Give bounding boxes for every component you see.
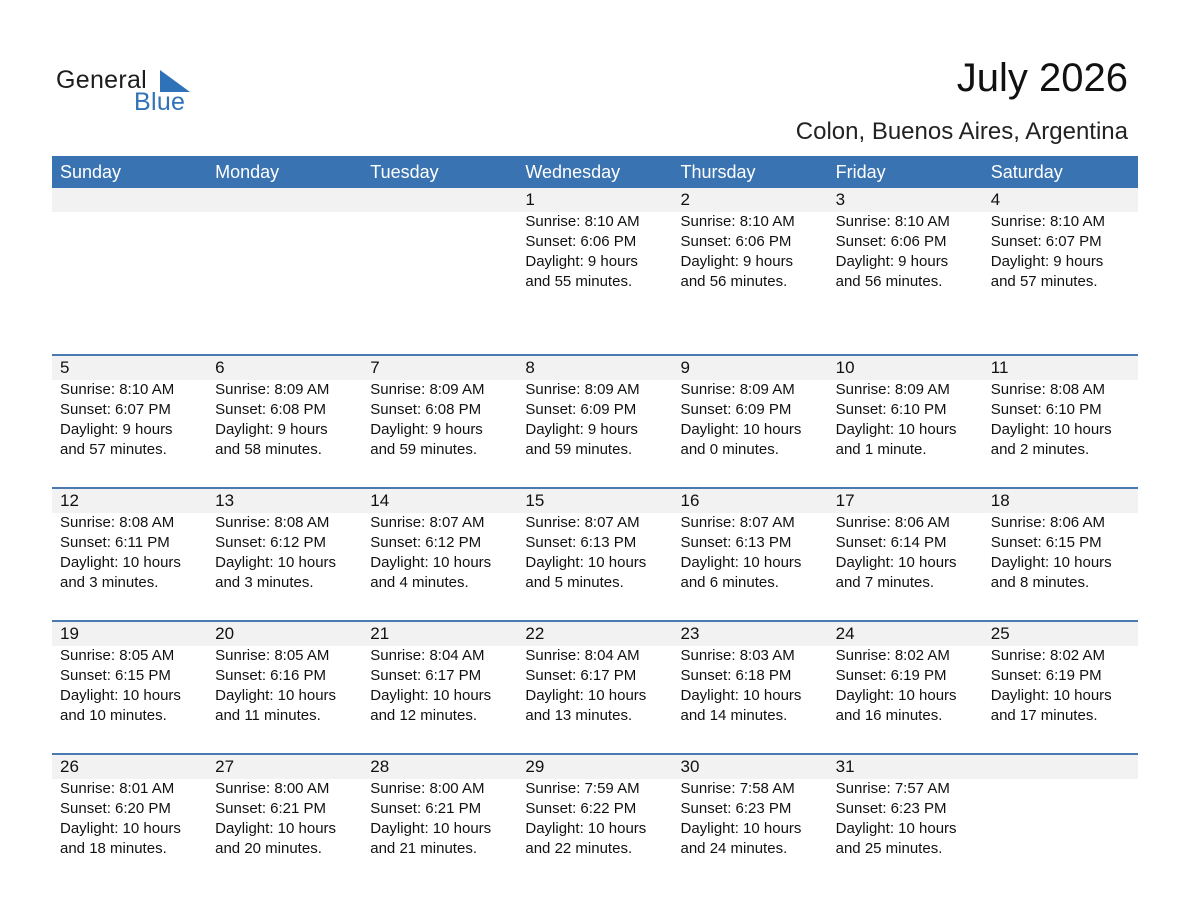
weekday-saturday: Saturday — [990, 162, 1063, 182]
daylight-text: Daylight: 10 hours — [835, 687, 957, 704]
daylight-text: Daylight: 9 hours — [60, 421, 173, 438]
day-number: 10 — [835, 358, 855, 377]
day-number: 21 — [370, 624, 390, 643]
day-number: 18 — [990, 491, 1010, 510]
sunset-text: Sunset: 6:13 PM — [680, 534, 792, 551]
sunrise-text: Sunrise: 8:08 AM — [60, 514, 175, 531]
day-number: 6 — [215, 358, 225, 377]
sunset-text: Sunset: 6:08 PM — [370, 401, 482, 418]
logo-blue-text: Blue — [134, 88, 186, 116]
sunset-text: Sunset: 6:09 PM — [680, 401, 792, 418]
sunrise-text: Sunrise: 8:01 AM — [60, 780, 175, 797]
week-days — [52, 489, 1138, 593]
daylight-text: Daylight: 10 hours — [215, 820, 337, 837]
page-title: July 2026 — [956, 56, 1128, 100]
sunrise-text: Sunrise: 8:04 AM — [525, 647, 640, 664]
sunrise-text: Sunrise: 8:07 AM — [525, 514, 640, 531]
daylight-minutes-text: and 11 minutes. — [215, 707, 321, 724]
daylight-minutes-text: and 2 minutes. — [990, 441, 1090, 458]
daylight-text: Daylight: 10 hours — [215, 554, 337, 571]
day-cell — [362, 622, 517, 726]
weekday-tuesday: Tuesday — [370, 162, 439, 182]
day-number: 26 — [60, 757, 79, 776]
day-number: 2 — [680, 190, 690, 209]
sunrise-text: Sunrise: 8:07 AM — [370, 514, 485, 531]
day-number: 19 — [60, 624, 79, 643]
sunrise-text: Sunrise: 8:02 AM — [990, 647, 1105, 664]
daylight-minutes-text: and 56 minutes. — [835, 273, 943, 290]
day-cell — [673, 188, 828, 292]
sunrise-text: Sunrise: 8:09 AM — [370, 381, 485, 398]
daylight-text: Daylight: 10 hours — [525, 554, 647, 571]
sunrise-text: Sunrise: 8:06 AM — [990, 514, 1105, 531]
empty-day-cell — [983, 755, 1138, 859]
daylight-text: Daylight: 10 hours — [680, 554, 802, 571]
sunrise-text: Sunrise: 8:07 AM — [680, 514, 795, 531]
sunset-text: Sunset: 6:21 PM — [215, 800, 327, 817]
sunset-text: Sunset: 6:15 PM — [60, 667, 171, 684]
sunrise-text: Sunrise: 8:03 AM — [680, 647, 795, 664]
day-cell — [673, 356, 828, 460]
sunset-text: Sunset: 6:06 PM — [525, 233, 637, 250]
sunset-text: Sunset: 6:23 PM — [680, 800, 792, 817]
day-cell — [52, 489, 207, 593]
sunrise-text: Sunrise: 8:04 AM — [370, 647, 485, 664]
sunset-text: Sunset: 6:20 PM — [60, 800, 171, 817]
daylight-text: Daylight: 10 hours — [215, 687, 337, 704]
weekday-header-row — [52, 156, 1138, 188]
day-number: 27 — [215, 757, 235, 776]
daylight-text: Daylight: 10 hours — [60, 687, 181, 704]
sunrise-text: Sunrise: 8:05 AM — [215, 647, 330, 664]
day-number: 29 — [525, 757, 545, 776]
day-cell — [828, 188, 983, 292]
daylight-minutes-text: and 4 minutes. — [370, 574, 469, 591]
daylight-minutes-text: and 25 minutes. — [835, 840, 943, 857]
empty-day-cell — [362, 188, 517, 292]
daylight-minutes-text: and 55 minutes. — [525, 273, 633, 290]
daylight-minutes-text: and 58 minutes. — [215, 441, 322, 458]
day-number: 9 — [680, 358, 690, 377]
daylight-minutes-text: and 24 minutes. — [680, 840, 788, 857]
sunset-text: Sunset: 6:19 PM — [835, 667, 947, 684]
day-number: 12 — [60, 491, 79, 510]
day-cell — [207, 489, 362, 593]
daylight-text: Daylight: 10 hours — [990, 687, 1112, 704]
location-subtitle: Colon, Buenos Aires, Argentina — [795, 118, 1128, 145]
sunset-text: Sunset: 6:13 PM — [525, 534, 637, 551]
day-number: 14 — [370, 491, 390, 510]
daylight-text: Daylight: 10 hours — [525, 687, 647, 704]
daylight-minutes-text: and 59 minutes. — [370, 441, 477, 458]
sunset-text: Sunset: 6:22 PM — [525, 800, 637, 817]
daylight-minutes-text: and 57 minutes. — [60, 441, 167, 458]
daylight-minutes-text: and 59 minutes. — [525, 441, 633, 458]
day-cell — [517, 489, 672, 593]
daylight-minutes-text: and 5 minutes. — [525, 574, 624, 591]
week-row — [52, 188, 1138, 354]
daylight-minutes-text: and 56 minutes. — [680, 273, 788, 290]
sunset-text: Sunset: 6:07 PM — [990, 233, 1102, 250]
day-number: 11 — [990, 358, 1009, 377]
sunrise-text: Sunrise: 8:10 AM — [60, 381, 175, 398]
daylight-minutes-text: and 12 minutes. — [370, 707, 477, 724]
sunset-text: Sunset: 6:14 PM — [835, 534, 947, 551]
day-number: 4 — [990, 190, 1001, 209]
daylight-text: Daylight: 10 hours — [680, 687, 802, 704]
daylight-text: Daylight: 9 hours — [680, 253, 794, 270]
daylight-minutes-text: and 3 minutes. — [215, 574, 314, 591]
sunset-text: Sunset: 6:07 PM — [60, 401, 171, 418]
logo-general-text: General — [56, 66, 148, 94]
sunset-text: Sunset: 6:23 PM — [835, 800, 947, 817]
sunrise-text: Sunrise: 8:09 AM — [680, 381, 795, 398]
daylight-minutes-text: and 10 minutes. — [60, 707, 167, 724]
daylight-text: Daylight: 10 hours — [370, 554, 492, 571]
day-cell — [52, 755, 207, 859]
sunset-text: Sunset: 6:19 PM — [990, 667, 1102, 684]
sunrise-text: Sunrise: 8:10 AM — [525, 213, 640, 230]
day-cell — [362, 489, 517, 593]
day-cell — [673, 755, 828, 859]
daylight-minutes-text: and 17 minutes. — [990, 707, 1098, 724]
day-cell — [207, 356, 362, 460]
empty-day-cell — [207, 188, 362, 292]
day-cell — [362, 755, 517, 859]
day-cell — [828, 489, 983, 593]
sunrise-text: Sunrise: 8:09 AM — [215, 381, 330, 398]
sunrise-text: Sunrise: 7:59 AM — [525, 780, 640, 797]
week-row — [52, 753, 1138, 886]
day-number: 15 — [525, 491, 545, 510]
week-row — [52, 487, 1138, 620]
day-number: 7 — [370, 358, 380, 377]
daylight-text: Daylight: 10 hours — [990, 421, 1112, 438]
daylight-minutes-text: and 21 minutes. — [370, 840, 477, 857]
day-number: 1 — [525, 190, 535, 209]
day-number: 17 — [835, 491, 855, 510]
week-row — [52, 354, 1138, 487]
week-days — [52, 188, 1138, 292]
weekday-sunday: Sunday — [60, 162, 122, 182]
week-days — [52, 622, 1138, 726]
sunrise-text: Sunrise: 7:57 AM — [835, 780, 950, 797]
weekday-friday: Friday — [835, 162, 886, 182]
sunrise-text: Sunrise: 8:09 AM — [835, 381, 950, 398]
day-cell — [828, 356, 983, 460]
day-number: 23 — [680, 624, 700, 643]
sunset-text: Sunset: 6:12 PM — [215, 534, 327, 551]
daylight-minutes-text: and 6 minutes. — [680, 574, 779, 591]
sunrise-text: Sunrise: 8:00 AM — [215, 780, 330, 797]
calendar-grid — [52, 156, 1138, 886]
sunset-text: Sunset: 6:17 PM — [525, 667, 637, 684]
sunset-text: Sunset: 6:10 PM — [990, 401, 1102, 418]
day-number: 20 — [215, 624, 235, 643]
sunrise-text: Sunrise: 8:02 AM — [835, 647, 950, 664]
daylight-minutes-text: and 57 minutes. — [990, 273, 1098, 290]
sunrise-text: Sunrise: 7:58 AM — [680, 780, 795, 797]
sunset-text: Sunset: 6:08 PM — [215, 401, 327, 418]
daylight-text: Daylight: 10 hours — [60, 554, 181, 571]
week-row — [52, 620, 1138, 753]
daylight-minutes-text: and 13 minutes. — [525, 707, 633, 724]
day-cell — [52, 356, 207, 460]
sunrise-text: Sunrise: 8:05 AM — [60, 647, 175, 664]
day-cell — [207, 622, 362, 726]
sunrise-text: Sunrise: 8:06 AM — [835, 514, 950, 531]
daylight-text: Daylight: 10 hours — [370, 820, 492, 837]
daylight-minutes-text: and 16 minutes. — [835, 707, 943, 724]
sunrise-text: Sunrise: 8:10 AM — [990, 213, 1105, 230]
daylight-text: Daylight: 10 hours — [370, 687, 492, 704]
daylight-minutes-text: and 8 minutes. — [990, 574, 1090, 591]
sunset-text: Sunset: 6:17 PM — [370, 667, 482, 684]
sunset-text: Sunset: 6:10 PM — [835, 401, 947, 418]
day-number: 30 — [680, 757, 700, 776]
day-number: 13 — [215, 491, 235, 510]
day-cell — [983, 188, 1138, 292]
sunset-text: Sunset: 6:18 PM — [680, 667, 792, 684]
daylight-minutes-text: and 22 minutes. — [525, 840, 633, 857]
sunrise-text: Sunrise: 8:08 AM — [990, 381, 1105, 398]
day-cell — [828, 755, 983, 859]
day-cell — [673, 489, 828, 593]
daylight-minutes-text: and 18 minutes. — [60, 840, 167, 857]
day-cell — [517, 356, 672, 460]
daylight-text: Daylight: 9 hours — [525, 421, 638, 438]
sunset-text: Sunset: 6:11 PM — [60, 534, 170, 551]
day-number: 25 — [990, 624, 1010, 643]
sunset-text: Sunset: 6:06 PM — [835, 233, 947, 250]
daylight-text: Daylight: 10 hours — [835, 820, 957, 837]
weeks-container — [52, 188, 1138, 886]
daylight-text: Daylight: 9 hours — [525, 253, 638, 270]
daylight-minutes-text: and 1 minute. — [835, 441, 927, 458]
daylight-text: Daylight: 9 hours — [370, 421, 483, 438]
weekday-thursday: Thursday — [680, 162, 756, 182]
sunset-text: Sunset: 6:15 PM — [990, 534, 1102, 551]
sunset-text: Sunset: 6:06 PM — [680, 233, 792, 250]
daylight-minutes-text: and 7 minutes. — [835, 574, 935, 591]
sunrise-text: Sunrise: 8:00 AM — [370, 780, 485, 797]
day-cell — [828, 622, 983, 726]
day-cell — [362, 356, 517, 460]
daylight-text: Daylight: 10 hours — [525, 820, 647, 837]
daylight-text: Daylight: 10 hours — [835, 554, 957, 571]
day-cell — [517, 755, 672, 859]
day-number: 22 — [525, 624, 545, 643]
daylight-text: Daylight: 9 hours — [990, 253, 1104, 270]
sunrise-text: Sunrise: 8:09 AM — [525, 381, 640, 398]
daylight-minutes-text: and 3 minutes. — [60, 574, 159, 591]
day-number: 8 — [525, 358, 535, 377]
day-cell — [207, 755, 362, 859]
empty-day-cell — [52, 188, 207, 292]
day-cell — [983, 489, 1138, 593]
day-number: 3 — [835, 190, 846, 209]
sunrise-text: Sunrise: 8:10 AM — [835, 213, 950, 230]
daylight-text: Daylight: 9 hours — [835, 253, 949, 270]
day-number: 24 — [835, 624, 855, 643]
day-cell — [983, 622, 1138, 726]
day-cell — [983, 356, 1138, 460]
day-cell — [52, 622, 207, 726]
sunset-text: Sunset: 6:16 PM — [215, 667, 327, 684]
daylight-text: Daylight: 10 hours — [990, 554, 1112, 571]
day-number: 5 — [60, 358, 70, 377]
day-number: 28 — [370, 757, 390, 776]
day-number: 31 — [835, 757, 855, 776]
sunset-text: Sunset: 6:21 PM — [370, 800, 482, 817]
daylight-text: Daylight: 10 hours — [60, 820, 181, 837]
daylight-minutes-text: and 20 minutes. — [215, 840, 322, 857]
daylight-text: Daylight: 9 hours — [215, 421, 328, 438]
daylight-text: Daylight: 10 hours — [680, 421, 802, 438]
day-cell — [517, 622, 672, 726]
daylight-text: Daylight: 10 hours — [835, 421, 957, 438]
day-cell — [673, 622, 828, 726]
daylight-minutes-text: and 0 minutes. — [680, 441, 779, 458]
week-days — [52, 755, 1138, 859]
sunrise-text: Sunrise: 8:10 AM — [680, 213, 795, 230]
sunrise-text: Sunrise: 8:08 AM — [215, 514, 330, 531]
sunset-text: Sunset: 6:09 PM — [525, 401, 637, 418]
weekday-wednesday: Wednesday — [525, 162, 621, 182]
daylight-minutes-text: and 14 minutes. — [680, 707, 788, 724]
sunset-text: Sunset: 6:12 PM — [370, 534, 482, 551]
weekday-monday: Monday — [215, 162, 280, 182]
day-cell — [517, 188, 672, 292]
week-days — [52, 356, 1138, 460]
day-number: 16 — [680, 491, 700, 510]
daylight-text: Daylight: 10 hours — [680, 820, 802, 837]
